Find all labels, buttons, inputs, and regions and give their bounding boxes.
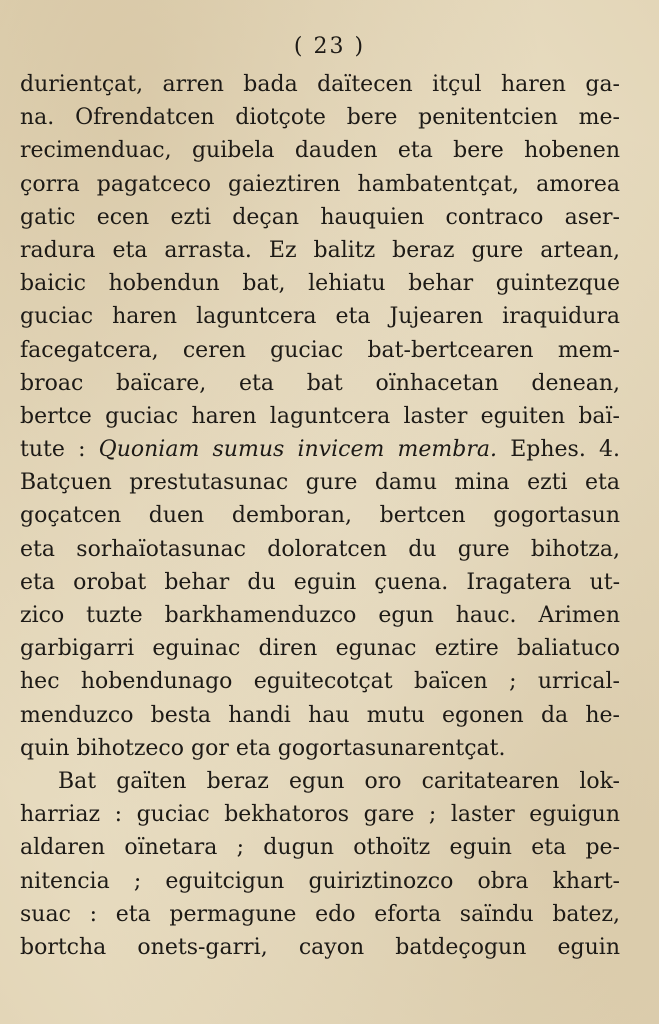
paragraph-first-line: Bat gaïten beraz egun oro caritatearen lok- — [58, 768, 620, 794]
text-line: garbigarri eguinac diren egunac eztire baliatuco — [20, 636, 620, 662]
text-line: radura eta arrasta. Ez balitz beraz gure artean, — [20, 237, 620, 263]
page-number: ( 23 ) — [293, 34, 366, 59]
text-line: menduzco besta handi hau mutu egonen da he- — [20, 702, 620, 728]
quote-prefix: tute : — [20, 437, 99, 463]
text-line: bortcha onets-garri, cayon batdeçogun eguin — [20, 934, 620, 960]
text-line: bertce guciac haren laguntcera laster eguiten baï- — [20, 403, 620, 429]
text-line: zico tuzte barkhamenduzco egun hauc. Arimen — [20, 603, 620, 628]
text-line: hec hobendunago eguitecotçat baïcen ; urrical- — [20, 669, 620, 695]
text-line: gatic ecen ezti deçan hauquien contraco aser- — [20, 204, 620, 230]
text-line: broac baïcare, eta bat oïnhacetan denean, — [20, 370, 620, 396]
scripture-reference: Ephes. 4. — [497, 437, 620, 463]
text-line: nitencia ; eguitcigun guiriztinozco obra khart- — [20, 868, 620, 894]
text-line: na. Ofrendatcen diotçote bere penitentcien me- — [20, 105, 620, 131]
quote-line — [20, 433, 620, 466]
latin-quotation: Quoniam sumus invicem membra. — [98, 437, 497, 463]
text-line: recimenduac, guibela dauden eta bere hobenen — [20, 138, 620, 164]
text-line: suac : eta permagune edo eforta saïndu batez, — [20, 901, 620, 927]
text-line: aldaren oïnetara ; dugun othoïtz eguin eta pe- — [20, 835, 620, 861]
text-line: eta orobat behar du eguin çuena. Iragatera ut- — [20, 569, 620, 595]
text-line: quin bihotzeco gor eta gogortasunarentçat. — [20, 735, 506, 761]
text-line: facegatcera, ceren guciac bat-bertcearen mem- — [20, 337, 620, 363]
body-text — [20, 68, 620, 964]
text-line: durientçat, arren bada daïtecen itçul haren ga- — [20, 72, 620, 97]
text-line: goçatcen duen demboran, bertcen gogortasun — [20, 503, 620, 529]
text-line: baicic hobendun bat, lehiatu behar guintezque — [20, 271, 620, 297]
text-line: guciac haren laguntcera eta Jujearen iraquidura — [20, 304, 620, 330]
text-line: harriaz : guciac bekhatoros gare ; laster eguigun — [20, 802, 620, 828]
text-line: eta sorhaïotasunac doloratcen du gure bihotza, — [20, 536, 620, 562]
text-line: Batçuen prestutasunac gure damu mina ezti eta — [20, 470, 620, 496]
text-line: çorra pagatceco gaieztiren hambatentçat, amorea — [20, 171, 620, 197]
